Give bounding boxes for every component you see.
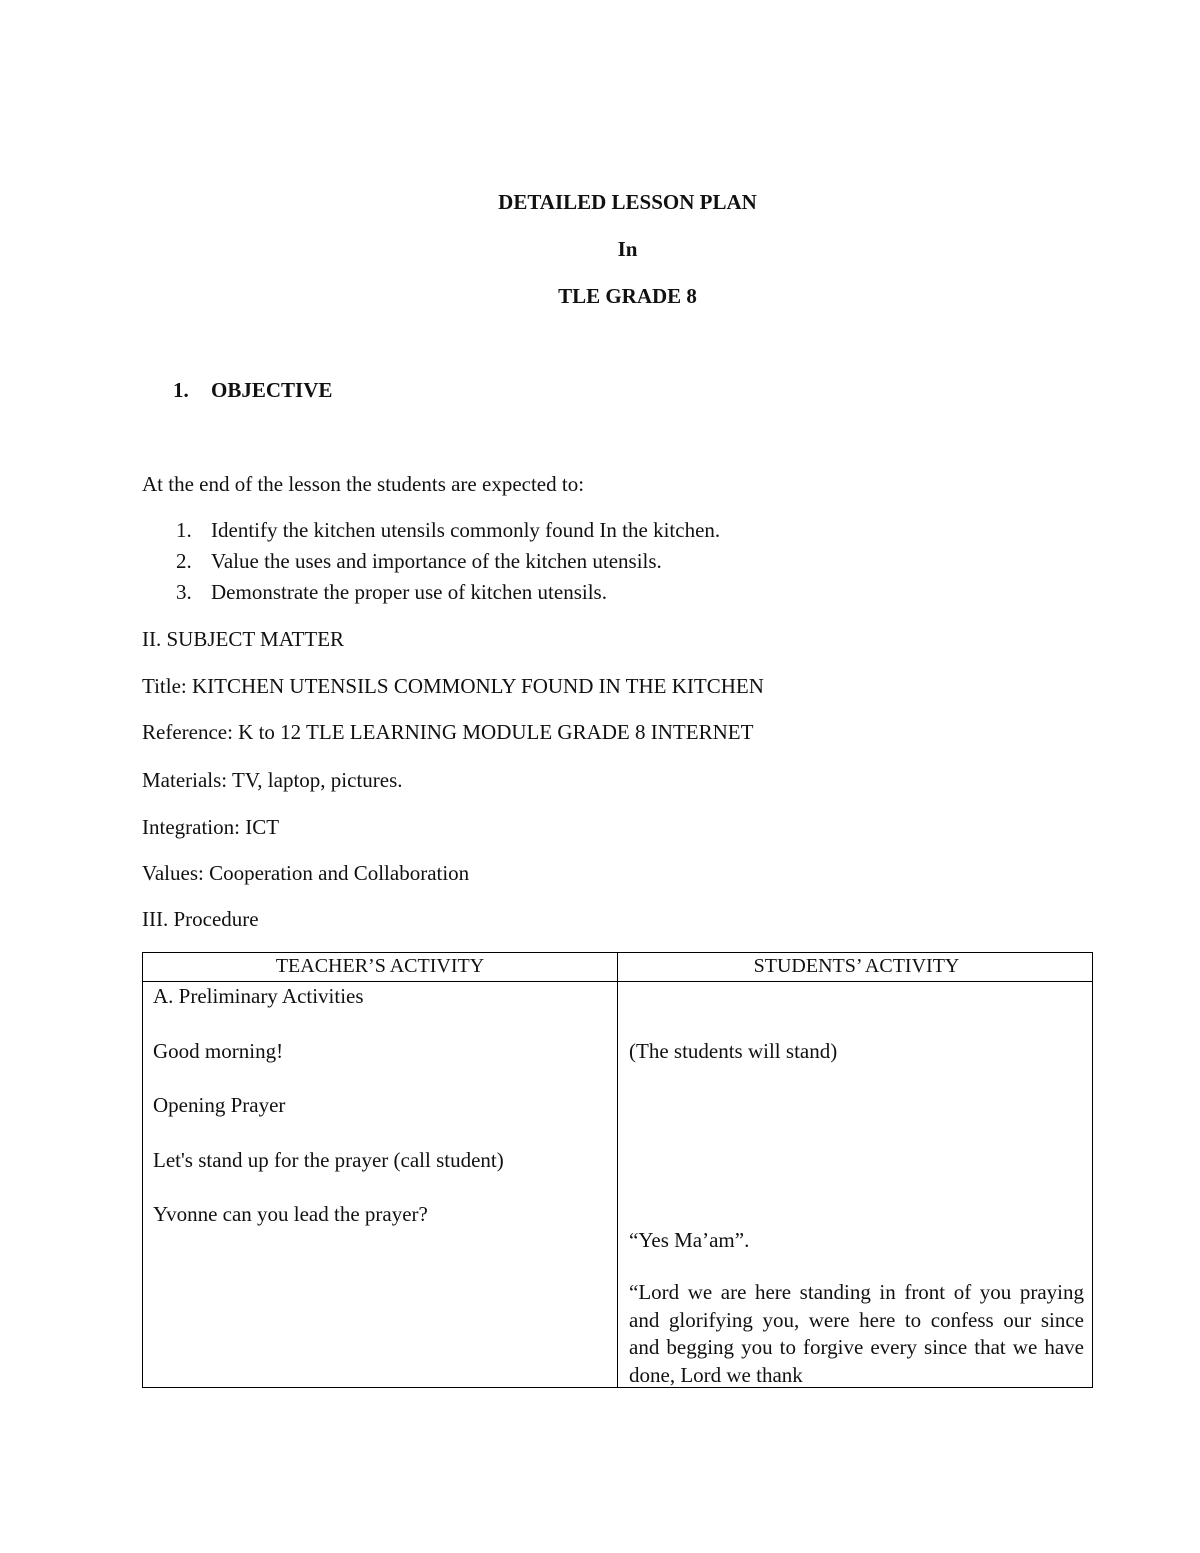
objective-item-number: 3. (176, 580, 192, 604)
lesson-materials: Materials: TV, laptop, pictures. (142, 768, 403, 792)
objective-heading (173, 378, 332, 403)
lesson-reference: Reference: K to 12 TLE LEARNING MODULE GRADE 8 INTERNET (142, 720, 754, 744)
objective-item-text: Identify the kitchen utensils commonly found In the kitchen. (211, 518, 721, 542)
document-title: DETAILED LESSON PLAN (498, 190, 757, 214)
procedure-heading: III. Procedure (142, 907, 259, 931)
objective-item (176, 518, 720, 543)
document-subtitle: TLE GRADE 8 (558, 284, 697, 308)
teacher-activity-line: A. Preliminary Activities (153, 984, 364, 1008)
teacher-activity-line: Yvonne can you lead the prayer? (153, 1202, 428, 1226)
objective-item-number: 2. (176, 549, 192, 573)
lesson-integration: Integration: ICT (142, 815, 280, 839)
objective-item-text: Value the uses and importance of the kitchen utensils. (211, 549, 662, 573)
subject-matter-heading: II. SUBJECT MATTER (142, 627, 345, 651)
objective-item-number: 1. (176, 518, 192, 542)
lesson-title: Title: KITCHEN UTENSILS COMMONLY FOUND IN THE KITCHEN (142, 674, 764, 698)
lesson-values: Values: Cooperation and Collaboration (142, 861, 470, 885)
teacher-activity-line: Good morning! (153, 1039, 284, 1063)
student-activity-line: (The students will stand) (629, 1039, 838, 1063)
objective-item (176, 549, 662, 574)
header-divider (143, 981, 1092, 982)
students-column-header: STUDENTS’ ACTIVITY (753, 955, 960, 977)
objective-item-text: Demonstrate the proper use of kitchen utensils. (211, 580, 607, 604)
teacher-column-header: TEACHER’S ACTIVITY (275, 955, 485, 977)
objective-number: 1. (173, 378, 189, 402)
column-divider (617, 953, 618, 1388)
teacher-activity-line: Opening Prayer (153, 1093, 286, 1117)
document-title-in: In (617, 237, 638, 261)
objective-item (176, 580, 607, 605)
teacher-activity-line: Let's stand up for the prayer (call student) (153, 1148, 504, 1172)
objective-heading-text: OBJECTIVE (211, 378, 333, 402)
student-activity-line: “Yes Ma’am”. (629, 1228, 750, 1252)
procedure-table (142, 952, 1093, 1388)
student-prayer-text: “Lord we are here standing in front of you praying and glorifying you, were here to confess our since and begging you to forgive every since that we have done, Lord we thank (629, 1280, 1084, 1387)
table-bottom-border (142, 1387, 1093, 1388)
objective-intro: At the end of the lesson the students are expected to: (142, 472, 585, 496)
